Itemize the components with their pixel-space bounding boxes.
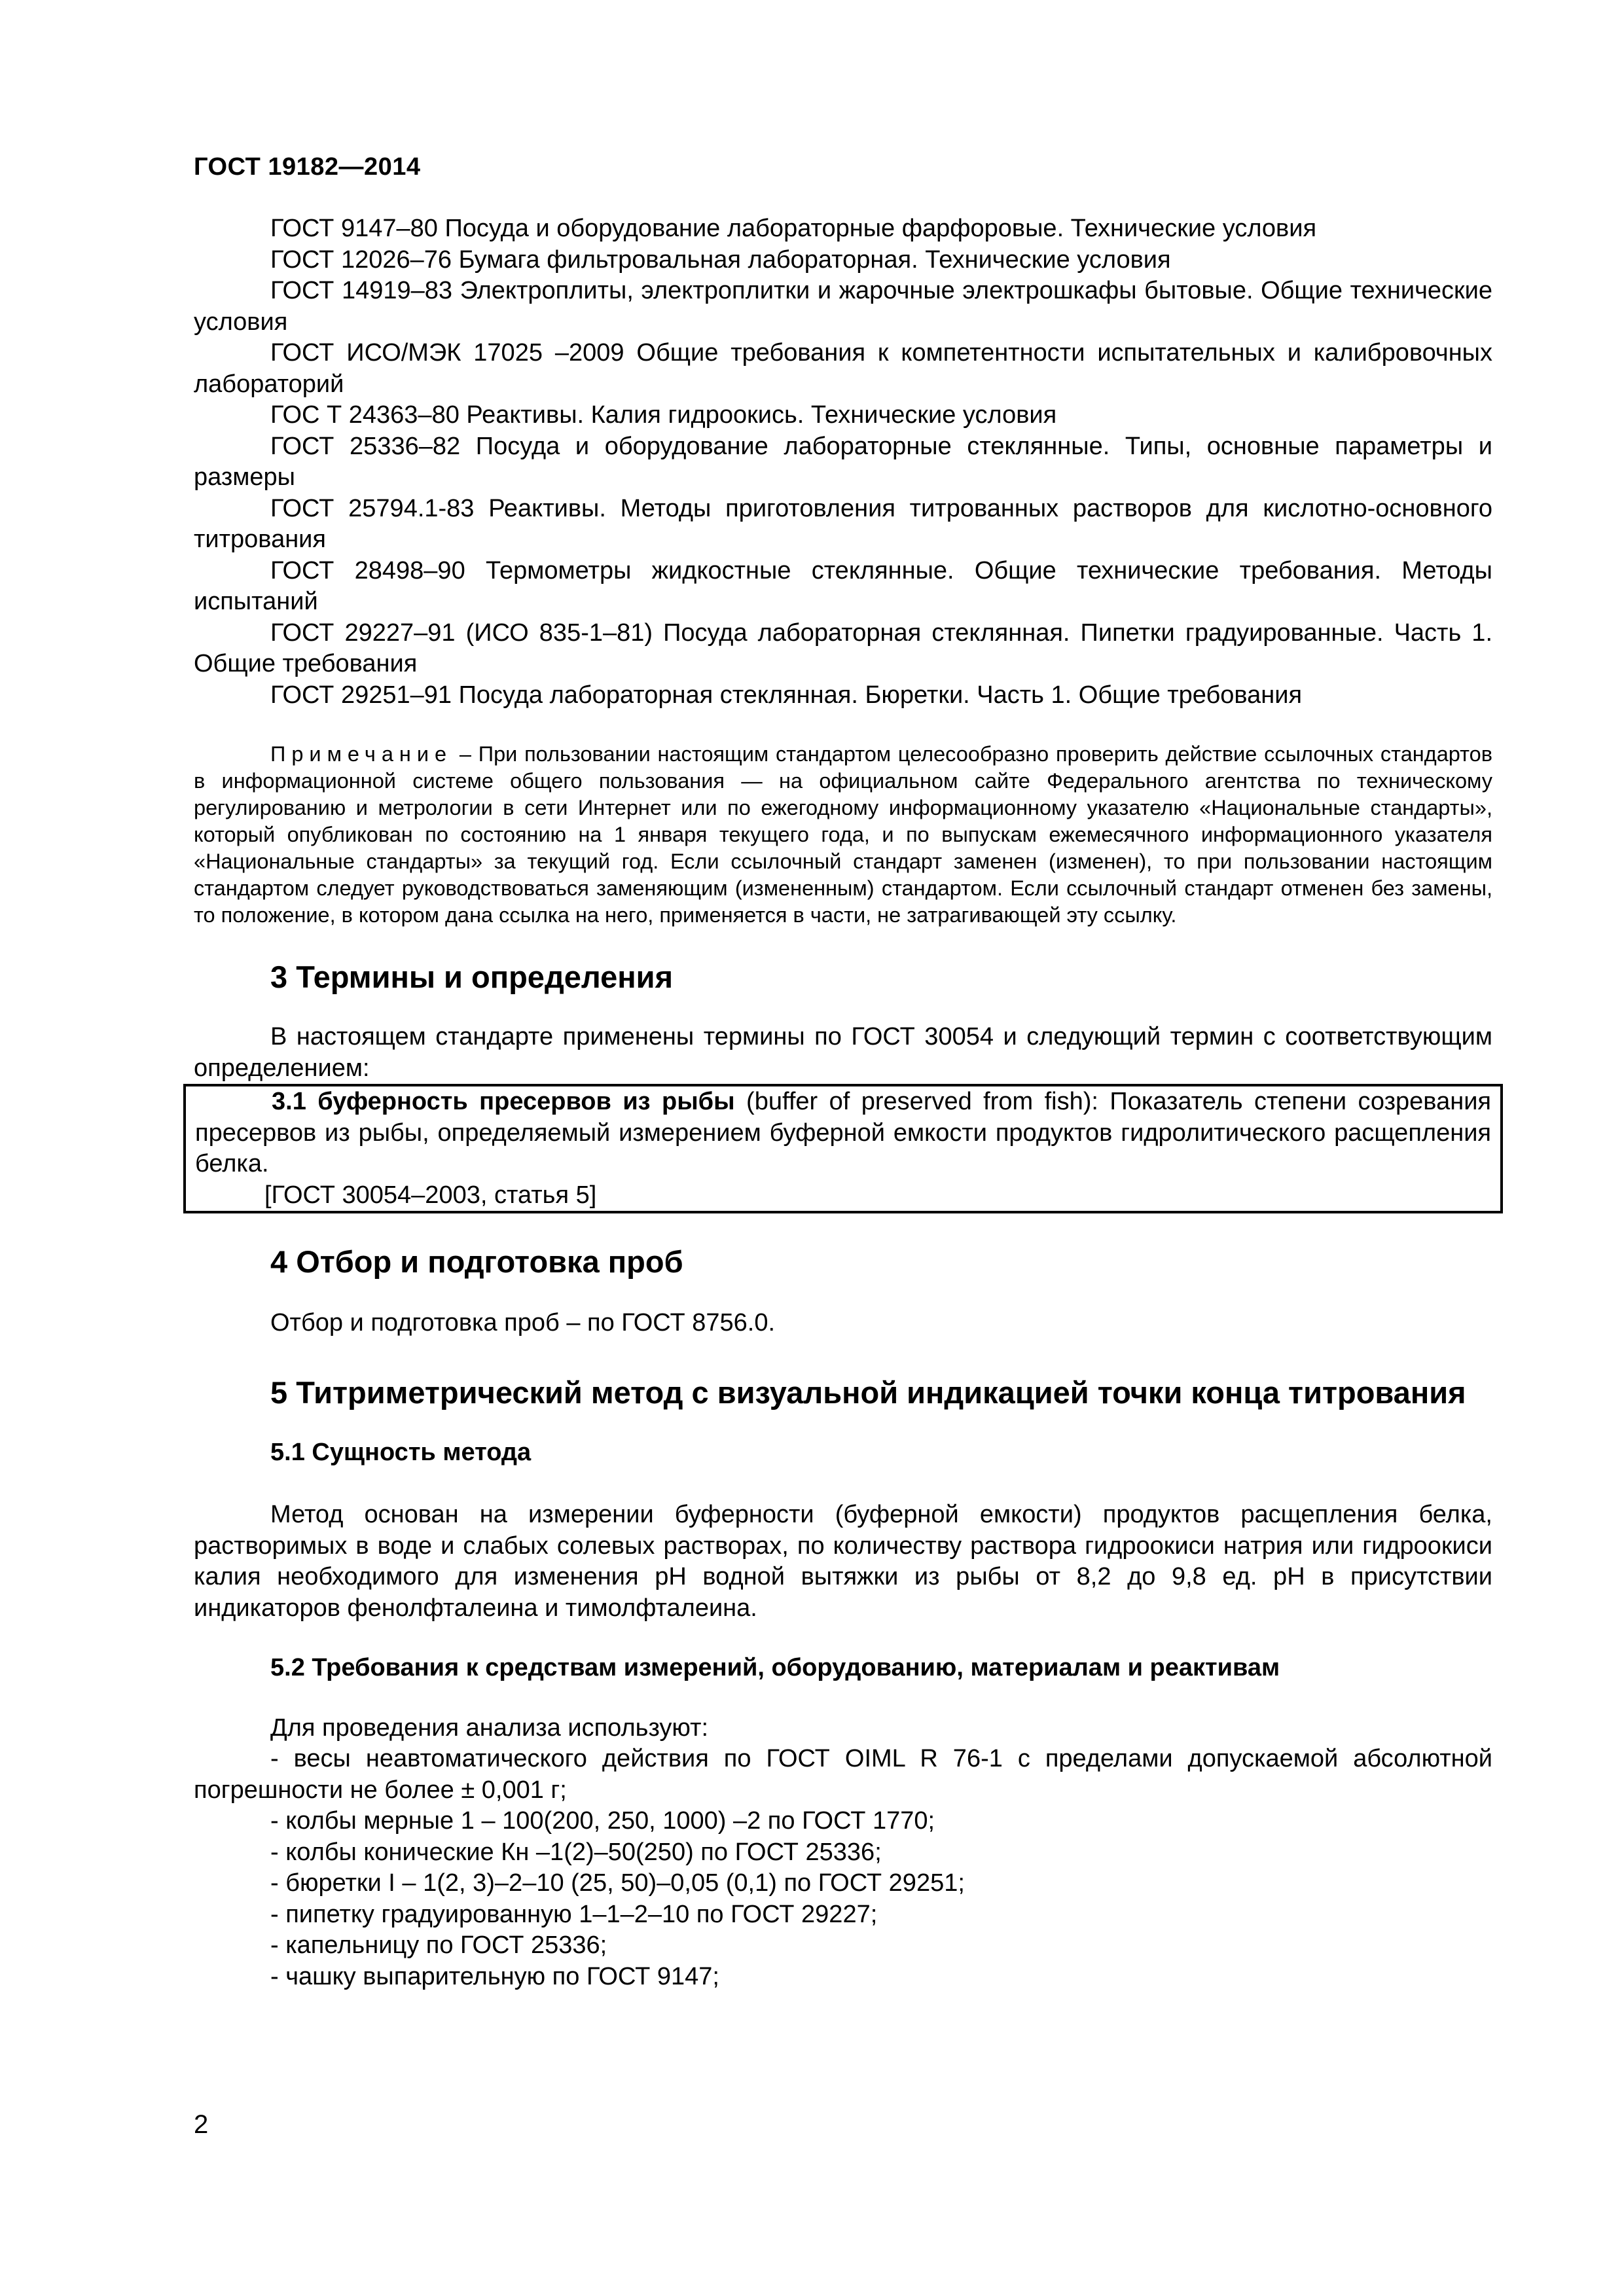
list-item: - бюретки I – 1(2, 3)–2–10 (25, 50)–0,05 (0,1) по ГОСТ 29251; <box>270 1869 965 1897</box>
note-text: – При пользовании настоящим стандартом целесообразно проверить действие ссылочных стандартов в информационной системе общего пользования — на официальном сайте Федерального агентства по техническому регулированию и метрологии в сети Интернет или по ежегодному информационному указателю «Национальные стандарты», который опубликован по состоянию на 1 января текущего года, и по выпускам ежемесячного информационного указателя «Национальные стандарты» за текущий год. Если ссылочный стандарт заменен (изменен), то при пользовании настоящим стандартом следует руководствоваться заменяющим (измененным) стандартом. Если ссылочный стандарт отменен без замены, то положение, в котором дана ссылка на него, применяется в части, не затрагивающей эту ссылку. <box>194 742 1492 927</box>
reference-item: ГОСТ 12026–76 Бумага фильтровальная лабораторная. Технические условия <box>270 245 1171 274</box>
note-label: Примечание <box>270 742 453 766</box>
list-item: - пипетку градуированную 1–1–2–10 по ГОСТ 29227; <box>270 1900 878 1928</box>
section-5-2-intro: Для проведения анализа используют: <box>270 1713 709 1742</box>
equipment-list <box>194 1744 1492 1992</box>
section-3-heading: 3 Термины и определения <box>270 960 673 994</box>
reference-item: ГОСТ 9147–80 Посуда и оборудование лабораторные фарфоровые. Технические условия <box>270 215 1317 242</box>
document-header: ГОСТ 19182—2014 <box>194 153 421 181</box>
reference-item: ГОСТ 14919–83 Электроплиты, электроплитки и жарочные электрошкафы бытовые. Общие технические условия <box>194 277 1492 336</box>
reference-item: ГОСТ 25336–82 Посуда и оборудование лабораторные стеклянные. Типы, основные параметры и размеры <box>194 432 1492 491</box>
reference-item: ГОСТ 28498–90 Термометры жидкостные стеклянные. Общие технические требования. Методы испытаний <box>194 556 1492 615</box>
list-item: - колбы мерные 1 – 100(200, 250, 1000) –2 по ГОСТ 1770; <box>270 1807 935 1835</box>
section-5-2-heading: 5.2 Требования к средствам измерений, оборудованию, материалам и реактивам <box>270 1654 1280 1681</box>
section-3-intro: В настоящем стандарте применены термины по ГОСТ 30054 и следующий термин с соответствующим определением: <box>194 1023 1492 1082</box>
section-5-1-text: Метод основан на измерении буферности (буферной емкости) продуктов расщепления белка, растворимых в воде и слабых солевых растворах, по количеству раствора гидроокиси натрия или гидроокиси калия необходимого для изменения pH водной вытяжки из рыбы от 8,2 до 9,8 ед. pH в присутствии индикаторов фенолфталеина и тимолфталеина. <box>194 1501 1492 1622</box>
list-item: - чашку выпарительную по ГОСТ 9147; <box>270 1962 719 1990</box>
definition-source: [ГОСТ 30054–2003, статья 5] <box>264 1181 597 1209</box>
page-content <box>194 213 1492 1992</box>
references-list <box>194 213 1492 711</box>
list-item: - капельницу по ГОСТ 25336; <box>270 1931 607 1959</box>
reference-item: ГОС Т 24363–80 Реактивы. Калия гидроокись. Технические условия <box>270 401 1057 429</box>
section-5-heading: 5 Титриметрический метод с визуальной индикацией точки конца титрования <box>270 1374 1466 1410</box>
section-5-1-heading: 5.1 Сущность метода <box>270 1438 532 1466</box>
definition-box <box>183 1084 1503 1213</box>
reference-item: ГОСТ ИСО/МЭК 17025 –2009 Общие требования к компетентности испытательных и калибровочных лабораторий <box>194 339 1492 398</box>
definition-term: 3.1 буферность пресервов из рыбы <box>272 1088 735 1115</box>
reference-item: ГОСТ 29227–91 (ИСО 835-1–81) Посуда лабораторная стеклянная. Пипетки градуированные. Часть 1. Общие требования <box>194 619 1492 677</box>
definition-text <box>195 1086 1491 1180</box>
reference-item: ГОСТ 25794.1-83 Реактивы. Методы приготовления титрованных растворов для кислотно-основного титрования <box>194 494 1492 553</box>
reference-item: ГОСТ 29251–91 Посуда лабораторная стеклянная. Бюретки. Часть 1. Общие требования <box>270 681 1303 709</box>
section-4-text: Отбор и подготовка проб – по ГОСТ 8756.0. <box>270 1309 776 1336</box>
definition-body: (buffer of preserved from fish): Показатель степени созревания пресервов из рыбы, определяемый измерением буферной емкости продуктов гидролитического расщепления белка. <box>195 1088 1491 1177</box>
page-number: 2 <box>194 2110 209 2139</box>
note-paragraph <box>194 741 1492 929</box>
list-item: - колбы конические Кн –1(2)–50(250) по ГОСТ 25336; <box>270 1838 882 1866</box>
section-4-heading: 4 Отбор и подготовка проб <box>270 1244 683 1279</box>
list-item: - весы неавтоматического действия по ГОСТ OIML R 76-1 с пределами допускаемой абсолютной погрешности не более ± 0,001 г; <box>194 1745 1492 1804</box>
